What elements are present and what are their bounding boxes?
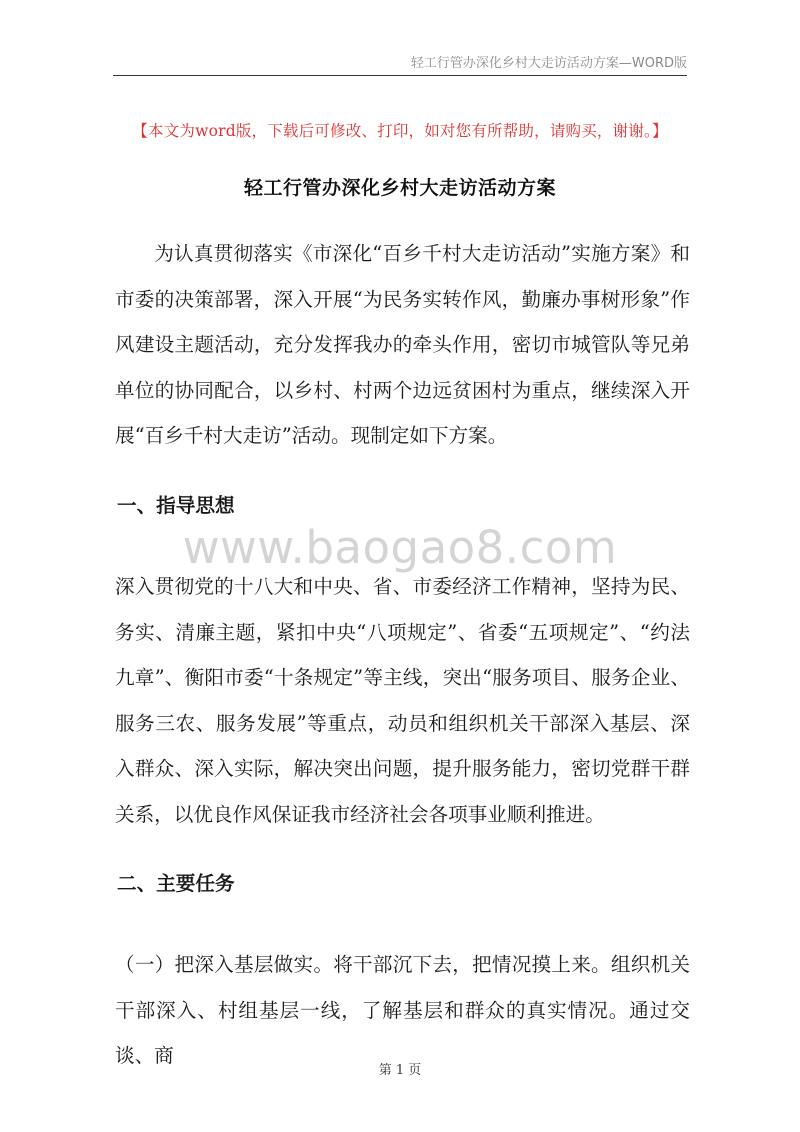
running-header: 轻工行管办深化乡村大走访活动方案—WORD版 (410, 56, 687, 71)
page-number: 第 1 页 (378, 1063, 422, 1078)
download-notice: 【本文为word版，下载后可修改、打印，如对您有所帮助，请购买，谢谢。】 (132, 122, 668, 140)
section-heading-main-tasks: 二、主要任务 (117, 872, 235, 895)
main-tasks-paragraph: （一）把深入基层做实。将干部沉下去，把情况摸上来。组织机关干部深入、村组基层一线，了解基层和群众的真实情况。通过交谈、商 (115, 953, 690, 1067)
watermark: www.baogao8.com (182, 521, 618, 574)
intro-paragraph: 为认真贯彻落实《市深化“百乡千村大走访活动”实施方案》和市委的决策部署，深入开展“为民务实转作风，勤廉办事树形象”作风建设主题活动，充分发挥我办的牵头作用，密切市城管队等兄弟单位的协同配合，以乡村、村两个边远贫困村为重点，继续深入开展“百乡千村大走访”活动。现制定如下方案。 (115, 242, 690, 447)
document-title: 轻工行管办深化乡村大走访活动方案 (243, 177, 556, 199)
guiding-ideology-paragraph: 深入贯彻党的十八大和中央、省、市委经济工作精神，坚持为民、务实、清廉主题，紧扣中央“八项规定”、省委“五项规定”、“约法九章”、衡阳市委“十条规定”等主线，突出“服务项目、服务企业、服务三农、服务发展”等重点，动员和组织机关干部深入基层、深入群众、深入实际，解决突出问题，提升服务能力，密切党群干群关系，以优良作风保证我市经济社会各项事业顺利推进。 (115, 575, 690, 826)
header-divider (113, 75, 687, 76)
section-heading-guiding-ideology: 一、指导思想 (117, 494, 235, 517)
